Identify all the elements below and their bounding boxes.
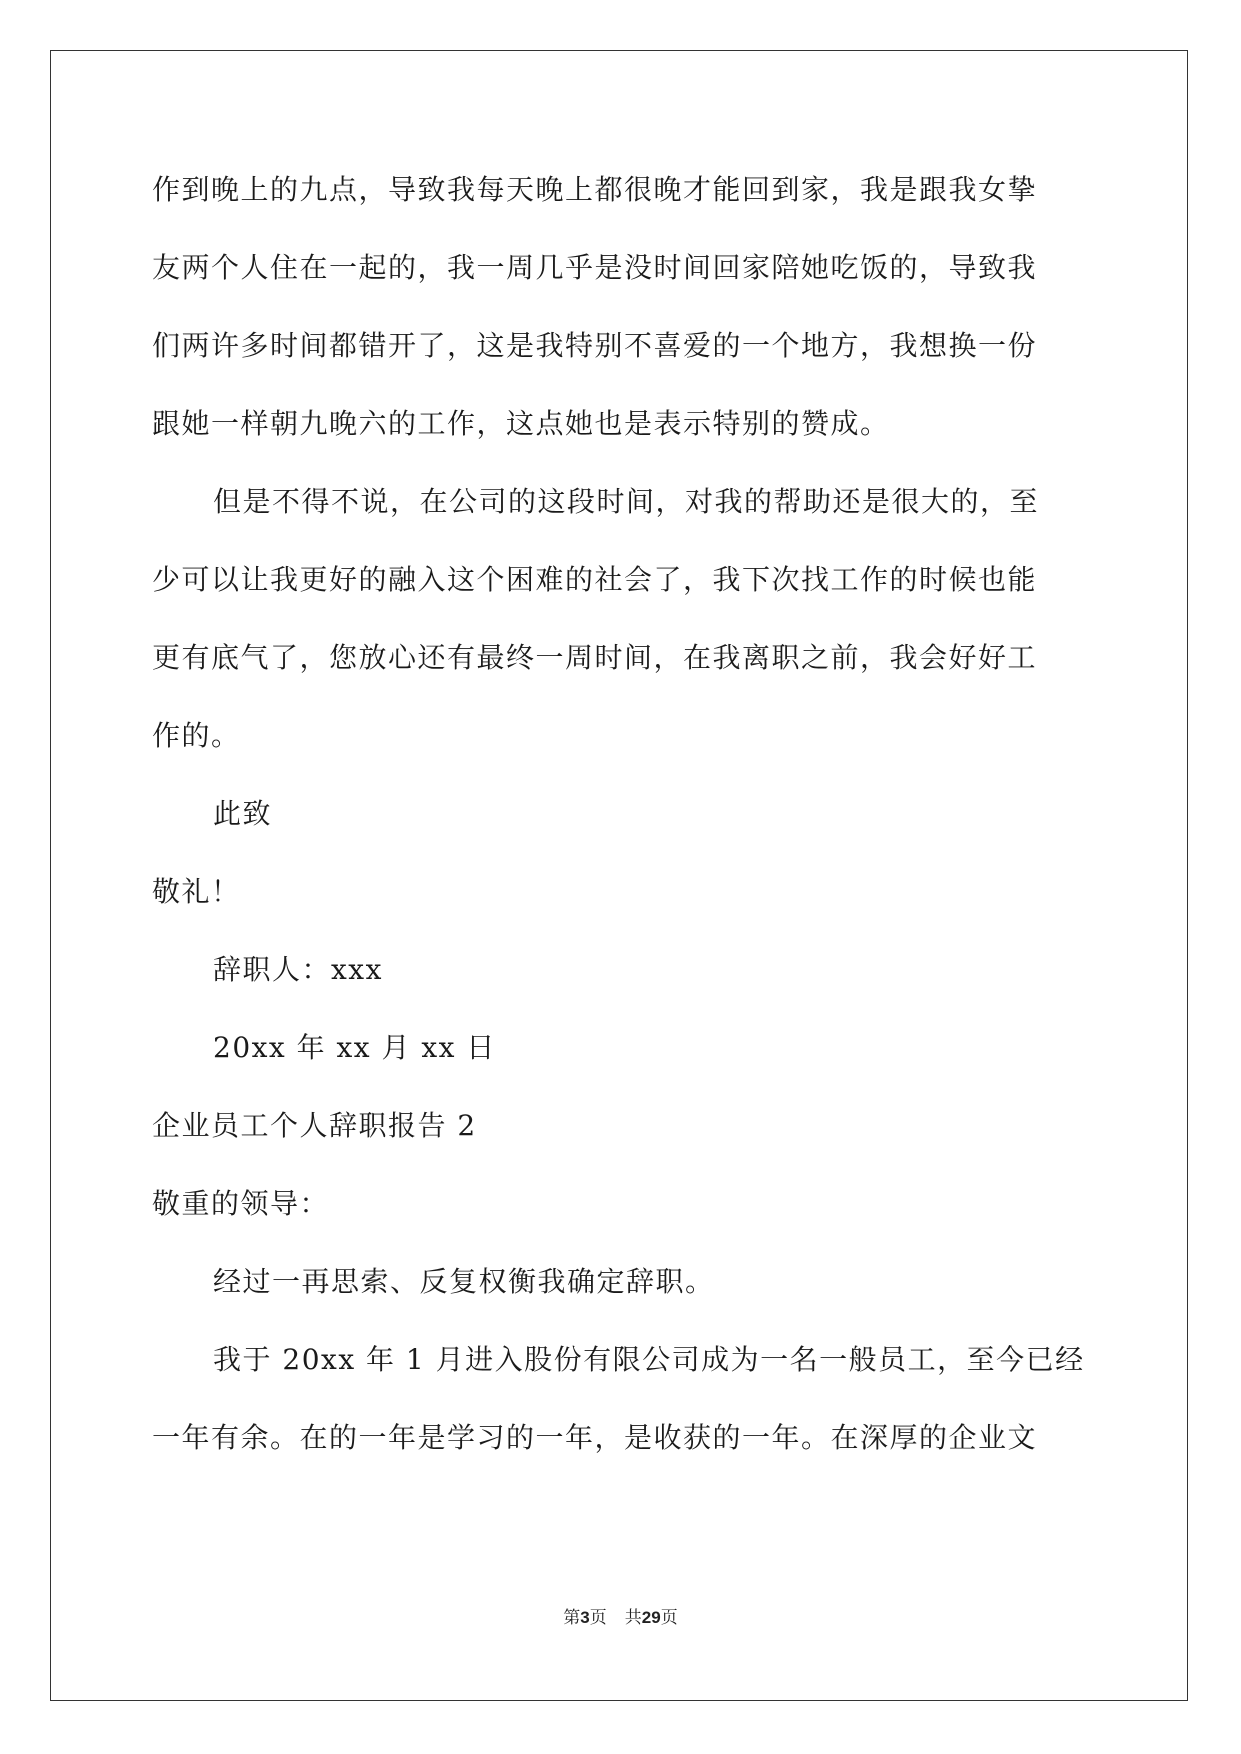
page-prefix: 第 [563, 1608, 581, 1628]
body-line-2: 友两个人住在一起的，我一周几乎是没时间回家陪她吃饭的，导致我 [152, 251, 1038, 284]
signature-line: 辞职人：xxx [213, 953, 383, 986]
page-suffix: 页 [589, 1608, 607, 1628]
body-line-7: 更有底气了，您放心还有最终一周时间，在我离职之前，我会好好工 [152, 641, 1038, 674]
total-suffix: 页 [660, 1608, 678, 1628]
body-line-5: 但是不得不说，在公司的这段时间，对我的帮助还是很大的，至 [213, 485, 1040, 518]
total-prefix: 共 [624, 1608, 642, 1628]
section-title: 企业员工个人辞职报告 2 [152, 1109, 477, 1142]
date-line: 20xx 年 xx 月 xx 日 [213, 1031, 496, 1064]
page-number: 3 [580, 1608, 590, 1627]
greeting-line: 敬重的领导： [152, 1187, 330, 1220]
closing-salutation: 此致 [213, 797, 273, 830]
body-line-6: 少可以让我更好的融入这个困难的社会了，我下次找工作的时候也能 [152, 563, 1038, 596]
body-line-8: 作的。 [152, 719, 241, 752]
body-line-3: 们两许多时间都错开了，这是我特别不喜爱的一个地方，我想换一份 [152, 329, 1038, 362]
body-line-15: 经过一再思索、反复权衡我确定辞职。 [213, 1265, 715, 1298]
total-pages: 29 [641, 1608, 661, 1627]
body-line-16: 我于 20xx 年 1 月进入股份有限公司成为一名一般员工，至今已经 [213, 1343, 1085, 1376]
body-line-17: 一年有余。在的一年是学习的一年，是收获的一年。在深厚的企业文 [152, 1421, 1038, 1454]
closing-regards: 敬礼！ [152, 875, 241, 908]
body-line-1: 作到晚上的九点，导致我每天晚上都很晚才能回到家，我是跟我女挚 [152, 173, 1038, 206]
body-line-4: 跟她一样朝九晚六的工作，这点她也是表示特别的赞成。 [152, 407, 890, 440]
page-footer [0, 1607, 1241, 1629]
